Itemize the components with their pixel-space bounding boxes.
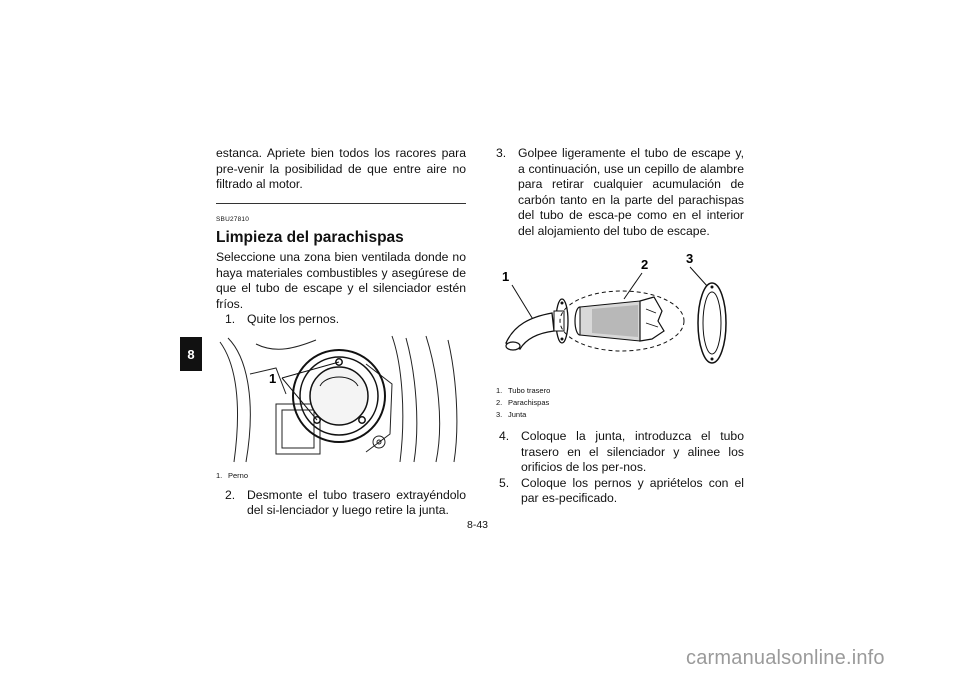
- caption-text: Junta: [508, 410, 527, 419]
- step-4: [496, 429, 744, 476]
- caption-row: [496, 397, 744, 409]
- section-divider: [216, 203, 466, 204]
- step-text: Golpee ligeramente el tubo de escape y, a continuación, use un cepillo de alambre para retirar cualquier acumulación de carbón tanto en la parte del parachispas del tubo de esca-pe como en el interior del alojamiento del tubo de escape.: [518, 146, 744, 238]
- right-column: [496, 146, 744, 507]
- caption-number: 2.: [496, 398, 503, 407]
- caption-text: Tubo trasero: [508, 386, 551, 395]
- caption-number: 1.: [496, 386, 503, 395]
- step-5: [496, 476, 744, 507]
- step-number: 3.: [496, 146, 507, 160]
- caption-row: [216, 470, 466, 482]
- step-number: 2.: [225, 487, 236, 502]
- fig2-callout-3: 3: [686, 251, 694, 266]
- fig1-callout: 1: [269, 370, 277, 386]
- fig1-caption: [216, 470, 466, 482]
- watermark[interactable]: carmanualsonline.info: [686, 647, 885, 669]
- step-number: 1.: [225, 312, 236, 326]
- step-number: 5.: [499, 475, 510, 490]
- caption-text: Perno: [228, 470, 249, 480]
- section-code: SBU27810: [216, 215, 250, 223]
- step-text: Coloque la junta, introduzca el tubo trasero en el silenciador y alinee los orificios de los per-nos.: [521, 429, 744, 474]
- fig2-callout-2: 2: [641, 257, 649, 272]
- page-number: 8-43: [467, 519, 489, 531]
- caption-row: [496, 385, 744, 397]
- spark-arrester-figure: [492, 251, 742, 383]
- section-heading: Limpieza del parachispas: [216, 229, 404, 246]
- fig2-caption: [496, 385, 744, 421]
- step-text: Desmonte el tubo trasero extrayéndolo del si-lenciador y luego retire la junta.: [247, 487, 466, 517]
- step-number: 4.: [499, 429, 510, 443]
- body-paragraph: Seleccione una zona bien ventilada donde no haya materiales combustibles y asegúrese de que el tubo de escape y el silenciador estén fríos.: [216, 250, 466, 311]
- left-column: [216, 146, 466, 519]
- step-text: Coloque los pernos y apriételos con el par es-pecificado.: [521, 475, 744, 505]
- caption-text: Parachispas: [508, 398, 550, 407]
- bolt-removal-figure: [216, 334, 466, 466]
- step-1: [216, 312, 466, 328]
- step-3: [496, 146, 744, 239]
- section-tab: 8: [180, 337, 202, 371]
- caption-row: [496, 409, 744, 421]
- fig2-callout-1: 1: [502, 269, 510, 284]
- caption-number: 3.: [496, 410, 503, 419]
- step-2: [216, 488, 466, 519]
- step-text: Quite los pernos.: [247, 312, 340, 326]
- caption-number: 1.: [216, 470, 223, 480]
- intro-paragraph: estanca. Apriete bien todos los racores para pre-venir la posibilidad de que entre aire no filtrado al motor.: [216, 146, 466, 191]
